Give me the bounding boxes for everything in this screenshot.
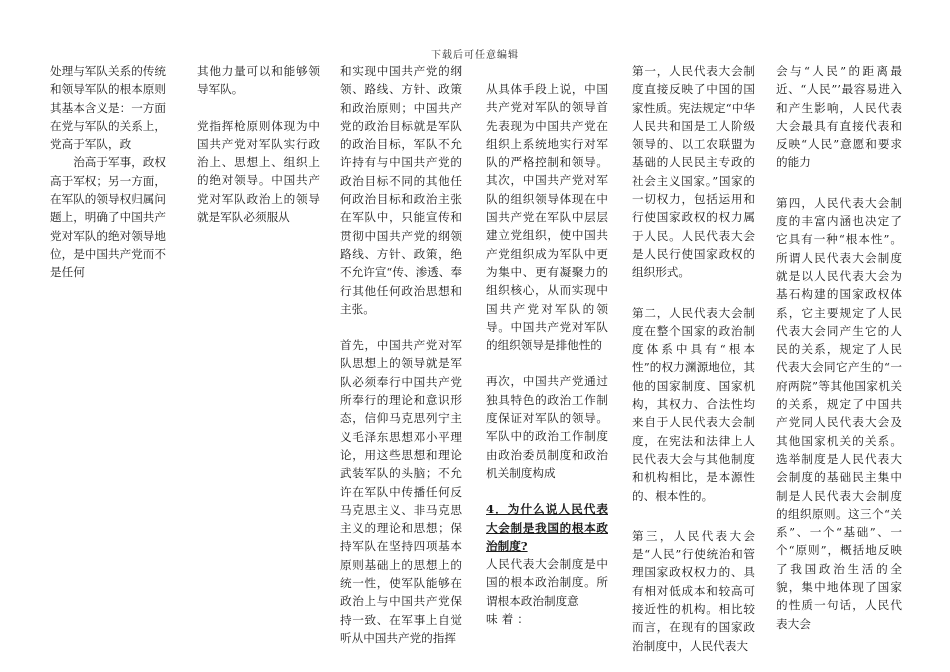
paragraph: 第四，人民代表大会制度的丰富内涵也决定了它具有一种“根本性”。所谓人民代表大会制度就是以人民代表大会为基石构建的国家政权体系，它主要规定了人民代表大会同产生它的人民的关系，规定了人民代表大会同它产生的“一府两院”等其他国家机关的关系，规定了中国共产党同人民代表大会及其他国家机关的关系。选举制度是人民代表大会制度的基础民主集中制是人民代表大会制度的组织原则。这三个“关系”、一个“基础”、一个“原则”，概括地反映了我国政治生活的全貌，集中地体现了国家的性质一句话，人民代表大会 — [776, 195, 902, 631]
paragraph: 会与“人民”的距离最近、“人民”’最容易进入和产生影响，人民代表大会最具有直接代表和反映“人民”意愿和要求的能力 — [776, 64, 902, 170]
text-column-6 — [776, 62, 902, 633]
text-column-5 — [632, 62, 755, 655]
text-column-1 — [50, 62, 166, 282]
paragraph: 处理与军队关系的传统和领导军队的根本原则其基本含义是：一方面在党与军队的关系上，党高于军队，政 — [50, 64, 166, 152]
paragraph: 治高于军事，政权高于军权；另一方面，在军队的领导权归属问题上，明确了中国共产党对军队的绝对领导地位，是中国共产党而不是任何 — [50, 155, 166, 280]
text-column-3 — [340, 62, 462, 647]
paragraph: 其他力量可以和能够领导军队。 — [197, 64, 320, 97]
paragraph: 再次，中国共产党通过独具特色的政治工作制度保证对军队的领导。军队中的政治工作制度由政治委员制度和政治机关制度构成 — [486, 374, 608, 480]
text-column-2 — [197, 62, 320, 226]
paragraph: 人民代表大会制度是中国的根本政治制度。所谓根本政治制度意 — [486, 557, 608, 608]
paragraph: 和实现中国共产党的纲领、路线、方针、政策和政治原则；中国共产党的政治目标就是军队的政治目标，军队不允许持有与中国共产党的政治目标不同的其他任何政治目标和政治主张在军队中，只能宣传和贯彻中国共产党的纲领路线、方针、政策，绝不允许宣“传、渗透、奉行其他任何政治思想和主张。 — [340, 64, 462, 316]
paragraph: 味着： — [486, 612, 533, 627]
paragraph: 首先，中国共产党对军队思想上的领导就是军队必须奉行中国共产党所奉行的理论和意识形态，信仰马克思列宁主义毛泽东思想邓小平理论，用这些思想和理论武装军队的头脑；不允许在军队中传播任何反马克思主义、非马克思主义的理论和思想；保持军队在坚持四项基本原则基础上的思想上的统一性，使军队能够在政治上与中国共产党保持一致、在军事上自觉听从中国共产党的指挥 — [340, 338, 462, 645]
text-column-4 — [486, 80, 608, 628]
paragraph: 党指挥枪原则体现为中国共产党对军队实行政治上、思想上、组织上的绝对领导。中国共产党对军队政治上的领导就是军队必须服从 — [197, 118, 320, 225]
paragraph: 第一，人民代表大会制度直接反映了中国的国家性质。宪法规定“中华人民共和国是工人阶级领导的、以工农联盟为基础的人民民主专政的社会主义国家。”国家的一切权力，包括运用和行使国家政权的权力属于人民。人民代表大会是人民行使国家政权的组织形式。 — [632, 64, 755, 280]
paragraph: 第二，人民代表大会制度在整个国家的政治制度体系中具有“根本性”的权力渊源地位，其他的国家制度、国家机构，其权力、合法性均来自于人民代表大会制度，在宪法和法律上人民代表大会与其他制度和机构相比，是本源性的、根本性的。 — [632, 305, 755, 503]
section-heading: 4．为什么说人民代表大会制是我国的根本政治制度? — [486, 502, 608, 553]
page-header: 下载后可任意编辑 — [431, 50, 519, 61]
paragraph: 从具体手段上说，中国共产党对军队的领导首先表现为中国共产党在组织上系统地实行对军队的严格控制和领导。其次，中国共产党对军队的组织领导体现在中国共产党在军队中层层建立党组织，使中国共产党组织成为军队中更为集中、更有凝聚力的组织核心，从而实现中国共产党对军队的领导。中国共产党对军队的组织领导是排他性的 — [486, 82, 608, 353]
paragraph: 第三，人民代表大会是“人民”行使统治和管理国家政权权力的、具有相对低成本和较高可接近性的机构。相比较而言，在现有的国家政治制度中，人民代表大 — [632, 528, 755, 653]
